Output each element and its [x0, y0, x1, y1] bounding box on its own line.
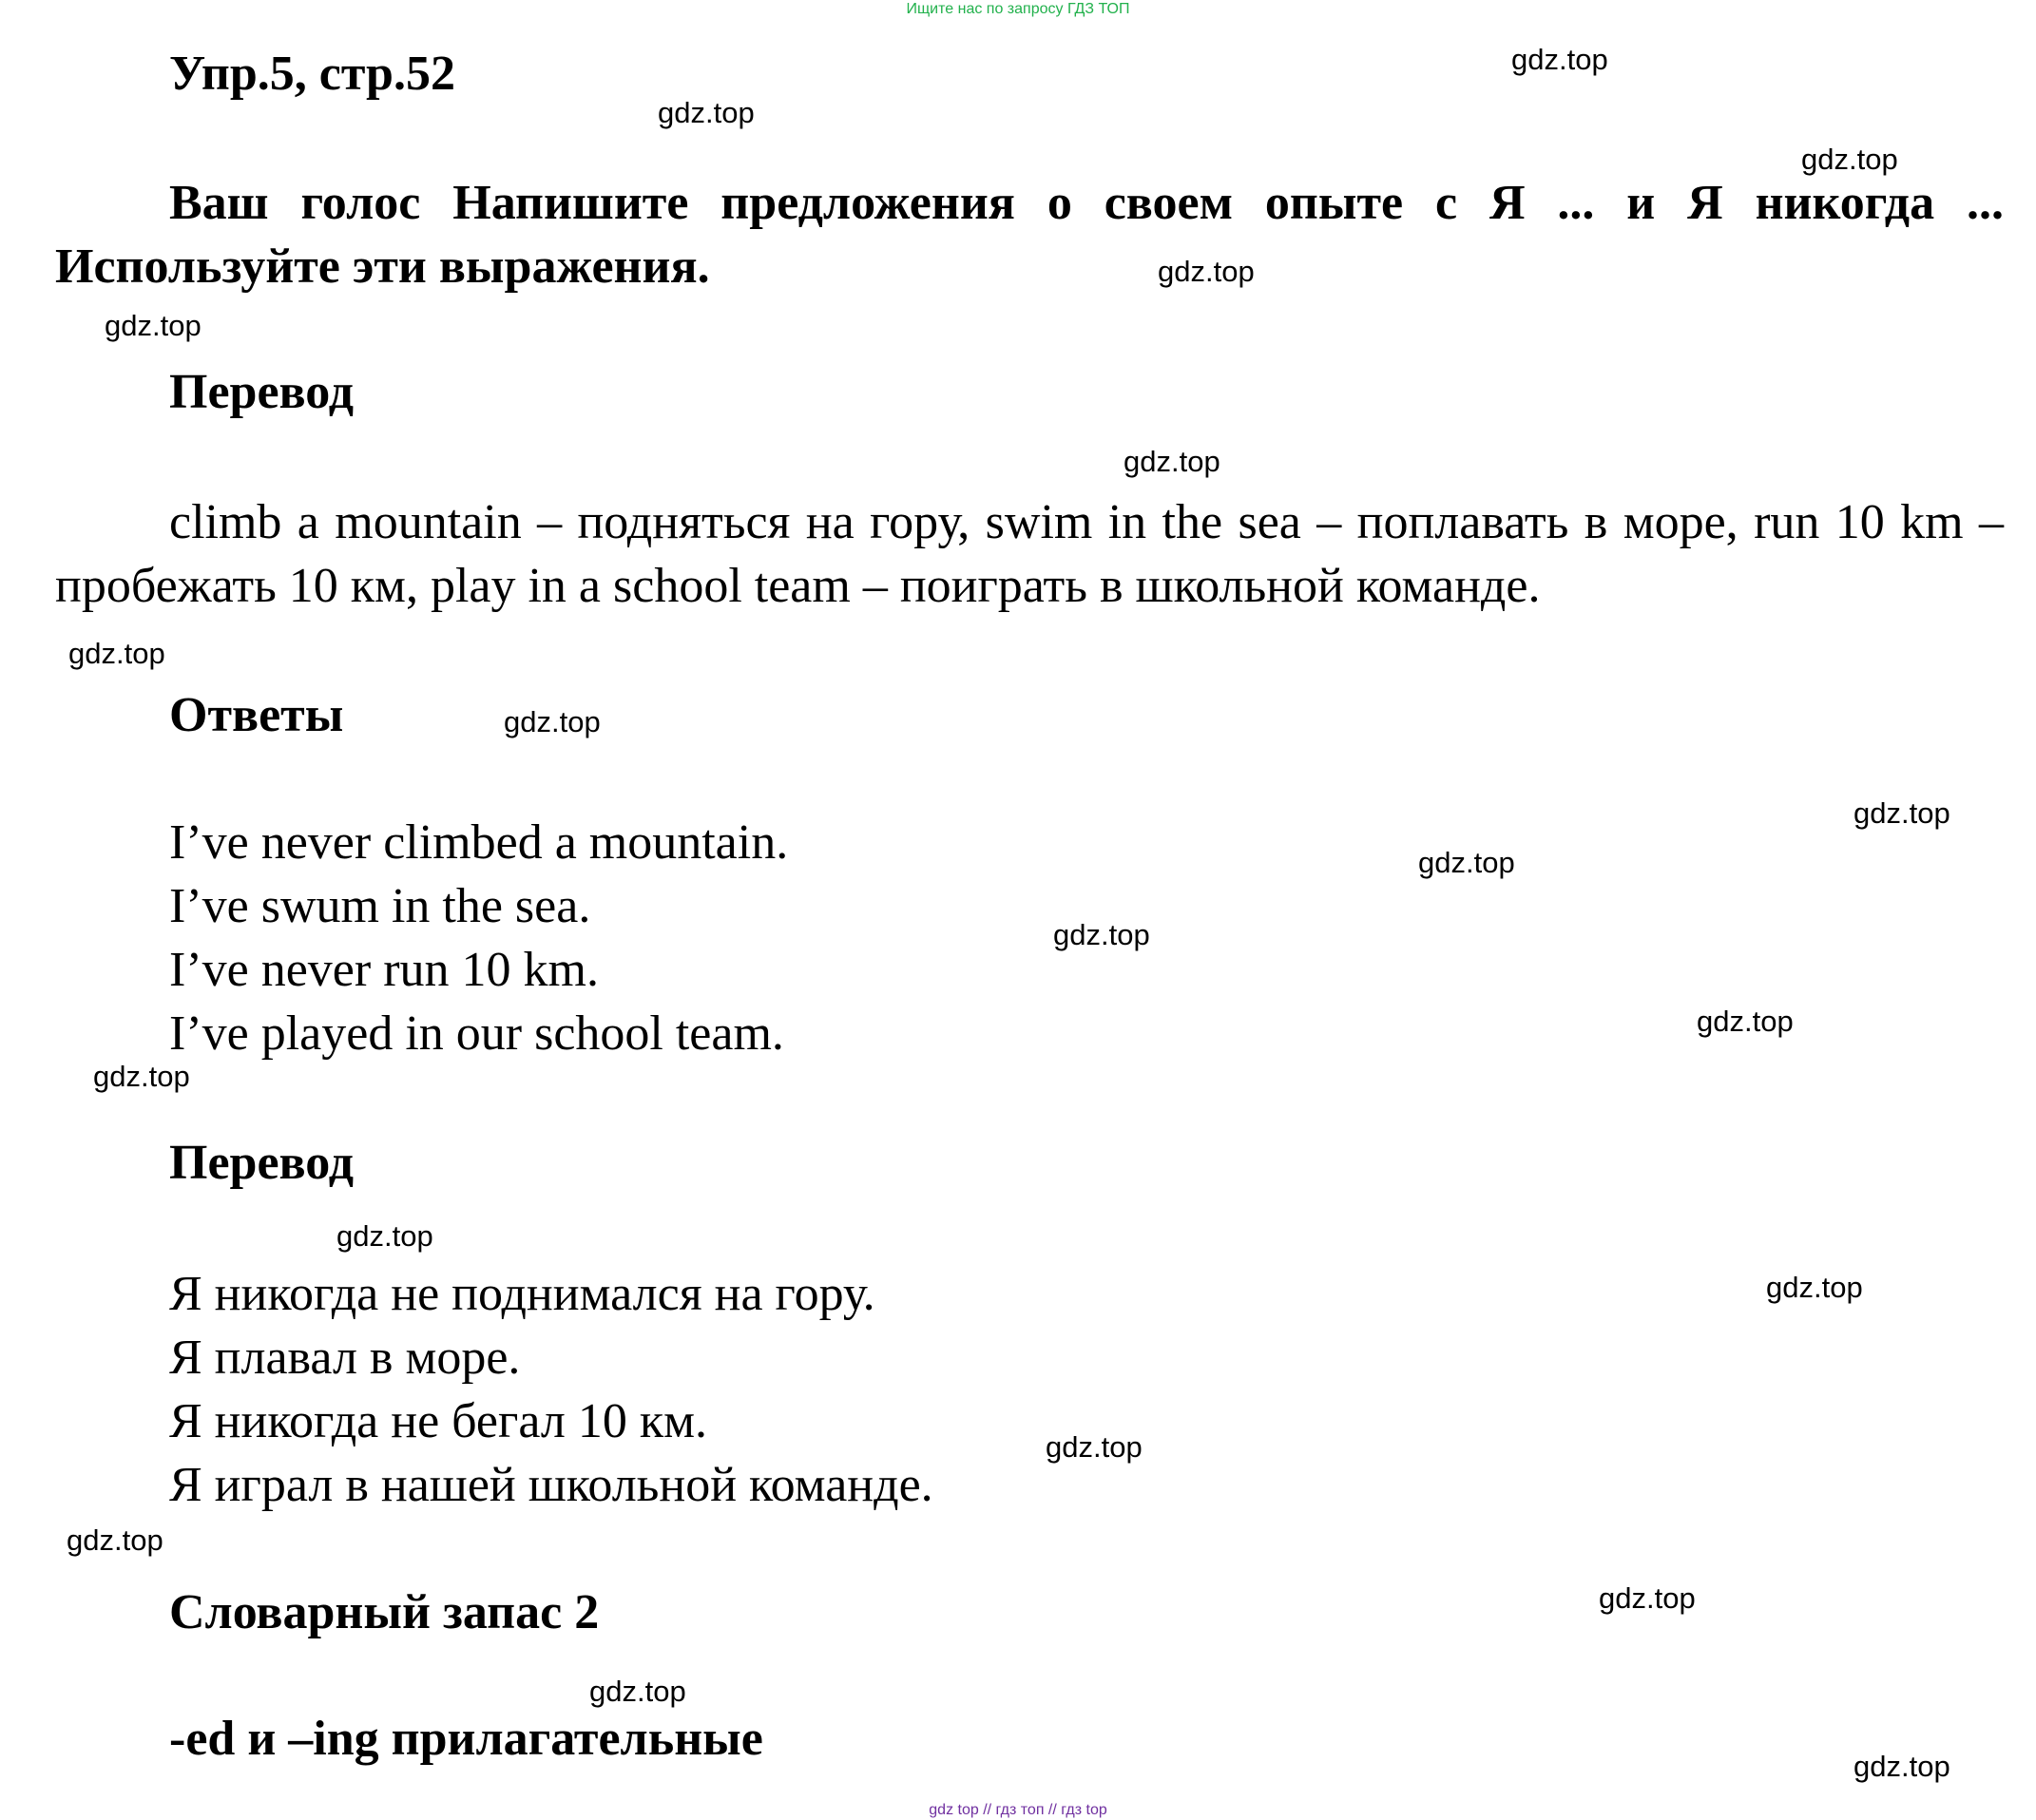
answer-item: I’ve never climbed a mountain.	[169, 815, 789, 870]
watermark: gdz.top	[1158, 255, 1255, 288]
watermark: gdz.top	[67, 1523, 163, 1557]
watermark: gdz.top	[1599, 1581, 1696, 1615]
watermark: gdz.top	[68, 637, 165, 670]
watermark: gdz.top	[93, 1060, 190, 1093]
answers-heading: Ответы	[169, 688, 344, 742]
translation-item: Я никогда не бегал 10 км.	[169, 1394, 707, 1448]
watermark: gdz.top	[105, 309, 202, 342]
watermark: gdz.top	[1511, 43, 1608, 76]
expressions-translation: climb a mountain – подняться на гору, swim in the sea – поплавать в море, run 10 km – пробежать 10 км, play in a school team – поиграть в школьной команде.	[55, 495, 2004, 613]
translation-heading-answers: Перевод	[169, 1136, 355, 1190]
watermark: gdz.top	[658, 96, 755, 129]
watermark: gdz.top	[336, 1219, 433, 1253]
watermark: gdz.top	[1053, 918, 1150, 951]
translations-list	[169, 1262, 933, 1517]
watermark: gdz.top	[1854, 1750, 1950, 1783]
top-search-note: Ищите нас по запросу ГДЗ ТОП	[906, 1, 1130, 17]
vocabulary-heading: Словарный запас 2	[169, 1585, 600, 1639]
watermark: gdz.top	[1854, 796, 1950, 830]
watermark: gdz.top	[1801, 143, 1898, 176]
watermark: gdz.top	[1046, 1430, 1143, 1464]
answer-item: I’ve played in our school team.	[169, 1006, 784, 1061]
watermark: gdz.top	[1697, 1005, 1794, 1038]
translation-item: Я никогда не поднимался на гору.	[169, 1267, 875, 1321]
answers-list	[169, 811, 788, 1065]
translation-item: Я играл в нашей школьной команде.	[169, 1458, 933, 1512]
watermark: gdz.top	[1418, 846, 1515, 879]
watermark: gdz.top	[1124, 445, 1220, 478]
watermark: gdz.top	[504, 705, 601, 738]
translation-heading: Перевод	[169, 365, 355, 419]
translation-item: Я плавал в море.	[169, 1331, 521, 1385]
watermark: gdz.top	[1766, 1271, 1863, 1304]
watermark: gdz.top	[589, 1675, 686, 1708]
answer-item: I’ve swum in the sea.	[169, 879, 591, 933]
adjectives-heading: -ed и –ing прилагательные	[169, 1712, 763, 1766]
answer-item: I’ve never run 10 km.	[169, 943, 599, 997]
task-statement: Ваш голос Напишите предложения о своем опыте с Я ... и Я никогда ... Используйте эти выражения.	[55, 176, 2004, 294]
bottom-site-note: gdz top // гдз топ // гдз top	[929, 1802, 1107, 1818]
page-title: Упр.5, стр.52	[169, 47, 455, 101]
